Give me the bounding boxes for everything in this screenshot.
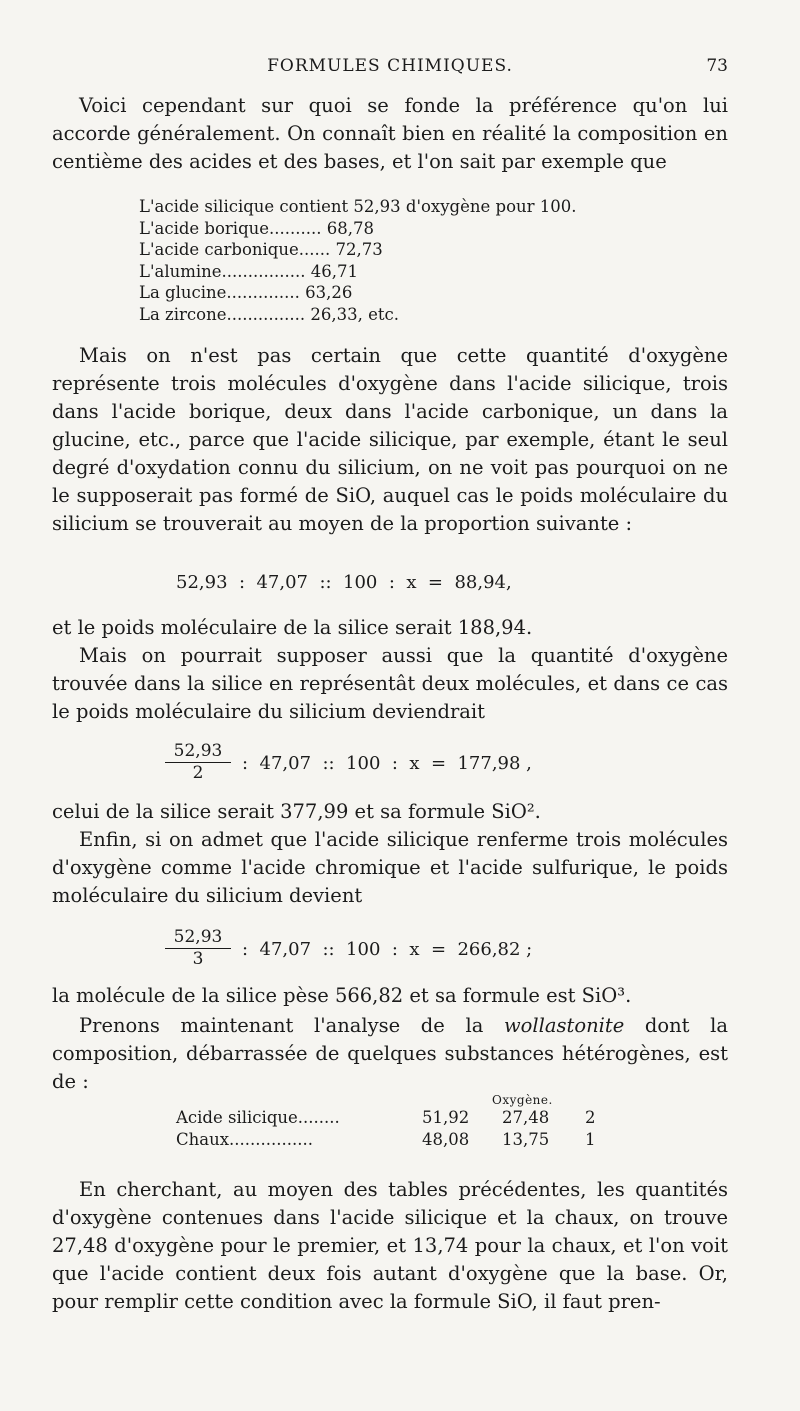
component-name: Acide silicique........ [176,1108,340,1127]
component-percent: 51,92 [422,1108,470,1127]
fraction-denominator: 2 [192,763,204,783]
paragraph-8-text: Prenons maintenant l'analyse de la [79,1014,504,1037]
component-name: Chaux................ [176,1130,313,1149]
page-number: 73 [706,56,728,76]
table-row [176,1130,636,1150]
component-ratio: 2 [585,1108,596,1127]
paragraph-8-text: dont la composition, débarrassée de quelques substances hétérogènes, est de : [52,1014,728,1093]
table-row: La zircone............... 26,33, etc. [139,304,399,324]
equation-3: : 47,07 :: 100 : x = 266,82 ; [242,939,533,960]
paragraph-8 [52,1012,728,1096]
paragraph-2: Mais on n'est pas certain que cette quantité d'oxygène représente trois molécules d'oxygène dans l'acide silicique, trois dans l'acide borique, deux dans l'acide carbonique, un dans la glucine, etc., parce que l'acide silicique, par exemple, étant le seul degré d'oxydation connu du silicium, on ne voit pas pourquoi on ne le supposerait pas formé de SiO, auquel cas le poids moléculaire du silicium se trouverait au moyen de la proportion suivante : [52,344,728,535]
fraction-numerator: 52,93 [165,741,231,763]
component-oxygen: 27,48 [502,1108,550,1127]
fraction-1 [165,741,231,783]
table-row: L'alumine................ 46,71 [139,261,358,281]
equation-2: : 47,07 :: 100 : x = 177,98 , [242,753,532,774]
paragraph-6: Enfin, si on admet que l'acide silicique renferme trois molécules d'oxygène comme l'acide chromique et l'acide sulfurique, le poids moléculaire du silicium devient [52,828,728,907]
oxygen-column-header: Oxygène. [492,1093,553,1107]
paragraph-7: la molécule de la silice pèse 566,82 et sa formule est SiO³. [52,984,632,1007]
component-oxygen: 13,75 [502,1130,550,1149]
paragraph-4: Mais on pourrait supposer aussi que la quantité d'oxygène trouvée dans la silice en représentât deux molécules, et dans ce cas le poids moléculaire du silicium deviendrait [52,644,728,723]
fraction-2 [165,927,231,969]
table-row: L'acide carbonique...... 72,73 [139,240,383,259]
paragraph-5: celui de la silice serait 377,99 et sa formule SiO². [52,800,541,823]
table-row: La glucine.............. 63,26 [139,283,353,302]
running-head [52,56,728,84]
paragraph-1: Voici cependant sur quoi se fonde la préférence qu'on lui accorde généralement. On connaît bien en réalité la composition en centième des acides et des bases, et l'on sait par exemple que [52,94,728,173]
equation-1: 52,93 : 47,07 :: 100 : x = 88,94, [176,572,512,593]
table-row: L'acide silicique contient 52,93 d'oxygène pour 100. [139,197,577,216]
table-row [176,1108,636,1128]
mineral-name: wollastonite [503,1014,625,1037]
component-ratio: 1 [585,1130,596,1149]
fraction-denominator: 3 [192,949,204,969]
oxygen-content-table [139,196,577,325]
running-title: FORMULES CHIMIQUES. [267,56,513,76]
fraction-numerator: 52,93 [165,927,231,949]
paragraph-9: En cherchant, au moyen des tables précédentes, les quantités d'oxygène contenues dans l'acide silicique et la chaux, on trouve 27,48 d'oxygène pour le premier, et 13,74 pour la chaux, et l'on voit que l'acide contient deux fois autant d'oxygène que la base. Or, pour remplir cette condition avec la formule SiO, il faut pren- [52,1178,728,1313]
paragraph-3: et le poids moléculaire de la silice serait 188,94. [52,616,533,639]
table-row: L'acide borique.......... 68,78 [139,218,374,238]
component-percent: 48,08 [422,1130,470,1149]
